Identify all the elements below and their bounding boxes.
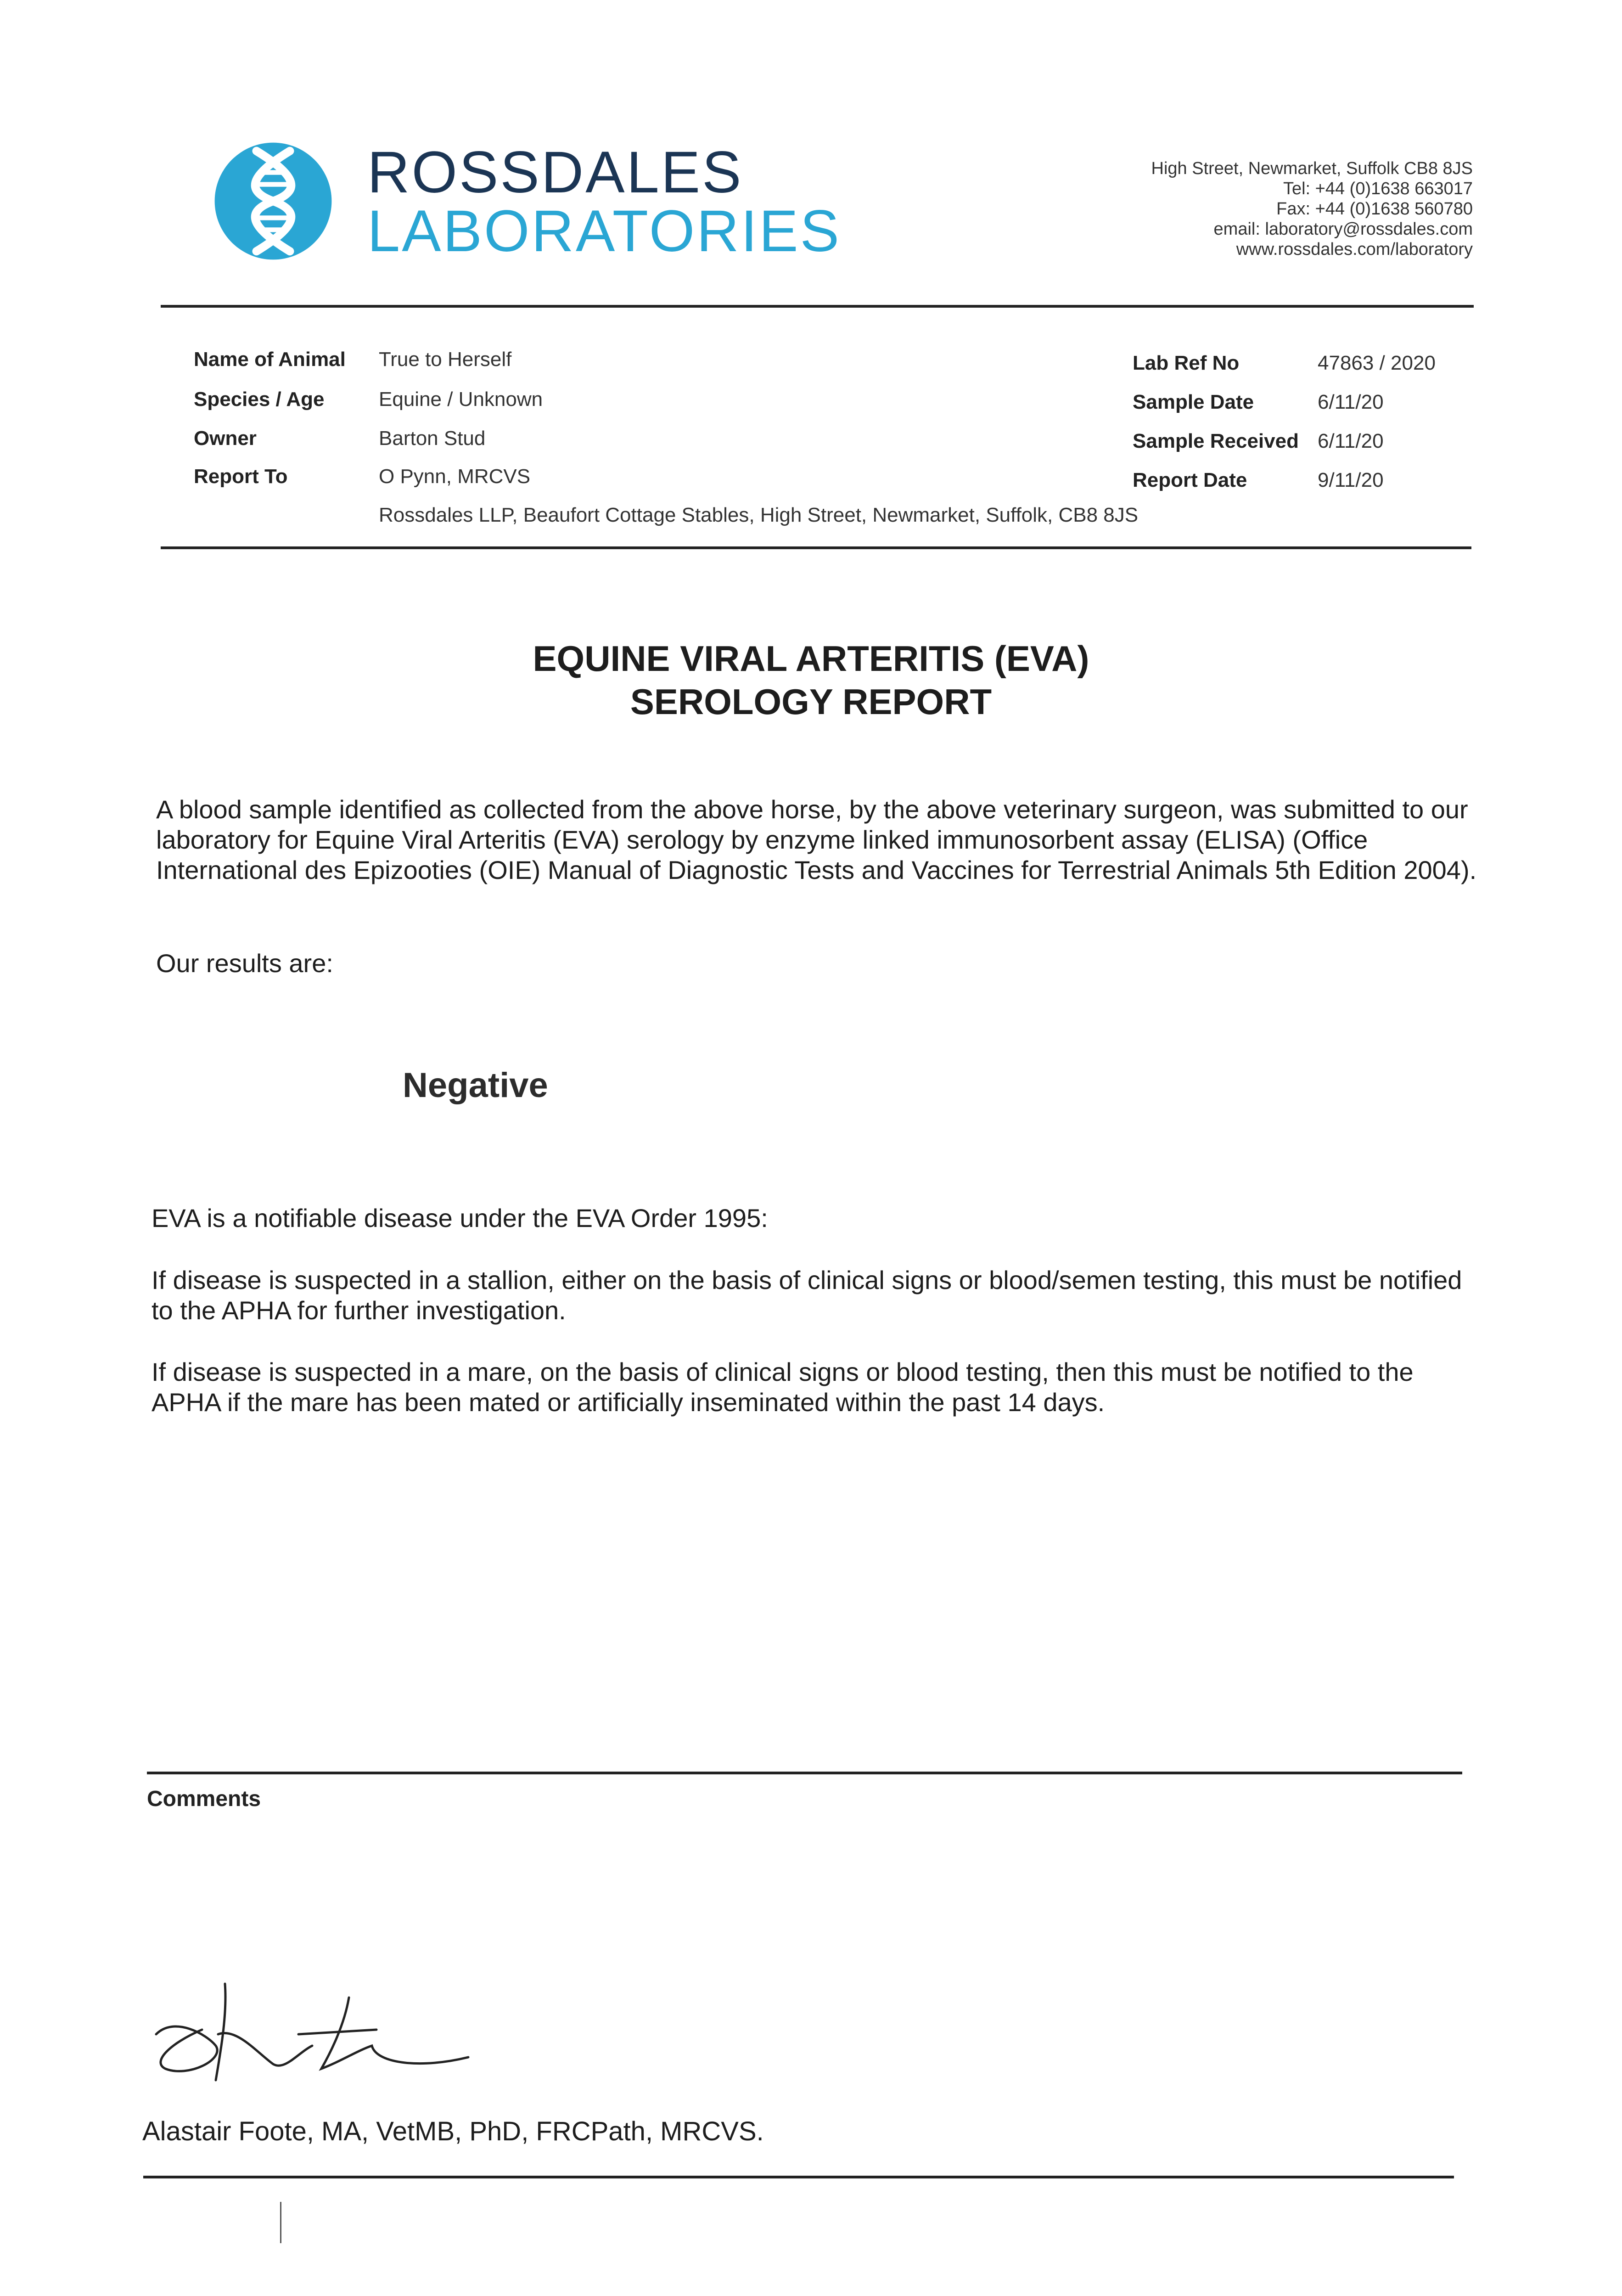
report-date-value: 9/11/20 bbox=[1318, 469, 1384, 491]
results-intro: Our results are: bbox=[156, 949, 333, 978]
report-to-label: Report To bbox=[194, 465, 288, 488]
sample-received-value: 6/11/20 bbox=[1318, 430, 1384, 452]
dna-logo-icon bbox=[213, 141, 333, 261]
species-age-value: Equine / Unknown bbox=[379, 388, 543, 411]
signatory-name: Alastair Foote, MA, VetMB, PhD, FRCPath, MRCVS. bbox=[142, 2116, 764, 2146]
sample-received-label: Sample Received bbox=[1133, 430, 1299, 452]
sample-date-value: 6/11/20 bbox=[1318, 391, 1384, 413]
report-to-address: Rossdales LLP, Beaufort Cottage Stables, High Street, Newmarket, Suffolk, CB8 8JS bbox=[379, 504, 1139, 526]
scan-mark bbox=[280, 2202, 281, 2243]
lab-ref-label: Lab Ref No bbox=[1133, 352, 1240, 374]
contact-fax: Fax: +44 (0)1638 560780 bbox=[1276, 199, 1473, 219]
owner-value: Barton Stud bbox=[379, 427, 486, 450]
name-of-animal-label: Name of Animal bbox=[194, 348, 346, 371]
report-date-label: Report Date bbox=[1133, 469, 1247, 491]
owner-label: Owner bbox=[194, 427, 257, 450]
intro-paragraph: A blood sample identified as collected from the above horse, by the above veterinary surgeon, was submitted to our laboratory for Equine Viral Arteritis (EVA) serology by enzyme linked immunosorbent assay (ELISA) (Office International des Epizooties (OIE) Manual of Diagnostic Tests and Vaccines for Terrestrial Animals 5th Edition 2004). bbox=[156, 795, 1477, 884]
contact-tel: Tel: +44 (0)1638 663017 bbox=[1283, 179, 1473, 198]
contact-email: email: laboratory@rossdales.com bbox=[1213, 219, 1473, 239]
mare-note: If disease is suspected in a mare, on the basis of clinical signs or blood testing, then this must be notified to the APHA if the mare has been mated or artificially inseminated within the past 14 days. bbox=[152, 1357, 1414, 1417]
sample-date-label: Sample Date bbox=[1133, 391, 1254, 413]
result-value: Negative bbox=[403, 1066, 548, 1105]
notifiable-statement: EVA is a notifiable disease under the EVA Order 1995: bbox=[152, 1204, 768, 1232]
contact-address: High Street, Newmarket, Suffolk CB8 8JS bbox=[1151, 159, 1473, 178]
report-title-line2: SEROLOGY REPORT bbox=[630, 681, 992, 722]
contact-block bbox=[1151, 158, 1473, 259]
logo-text-laboratories: LABORATORIES bbox=[367, 198, 841, 264]
comments-label: Comments bbox=[147, 1787, 261, 1811]
logo-text-rossdales: ROSSDALES bbox=[367, 140, 743, 205]
report-to-value: O Pynn, MRCVS bbox=[379, 465, 531, 488]
header-divider bbox=[161, 305, 1474, 308]
info-divider bbox=[161, 546, 1471, 549]
comments-divider bbox=[147, 1772, 1462, 1774]
lab-ref-value: 47863 / 2020 bbox=[1318, 352, 1436, 374]
signature bbox=[147, 1965, 496, 2085]
name-of-animal-value: True to Herself bbox=[379, 348, 512, 371]
stallion-note: If disease is suspected in a stallion, either on the basis of clinical signs or blood/semen testing, this must be notified to the APHA for further investigation. bbox=[152, 1266, 1462, 1325]
contact-website: www.rossdales.com/laboratory bbox=[1236, 240, 1473, 259]
report-title-line1: EQUINE VIRAL ARTERITIS (EVA) bbox=[533, 638, 1089, 679]
footer-divider bbox=[143, 2176, 1454, 2178]
species-age-label: Species / Age bbox=[194, 388, 325, 411]
